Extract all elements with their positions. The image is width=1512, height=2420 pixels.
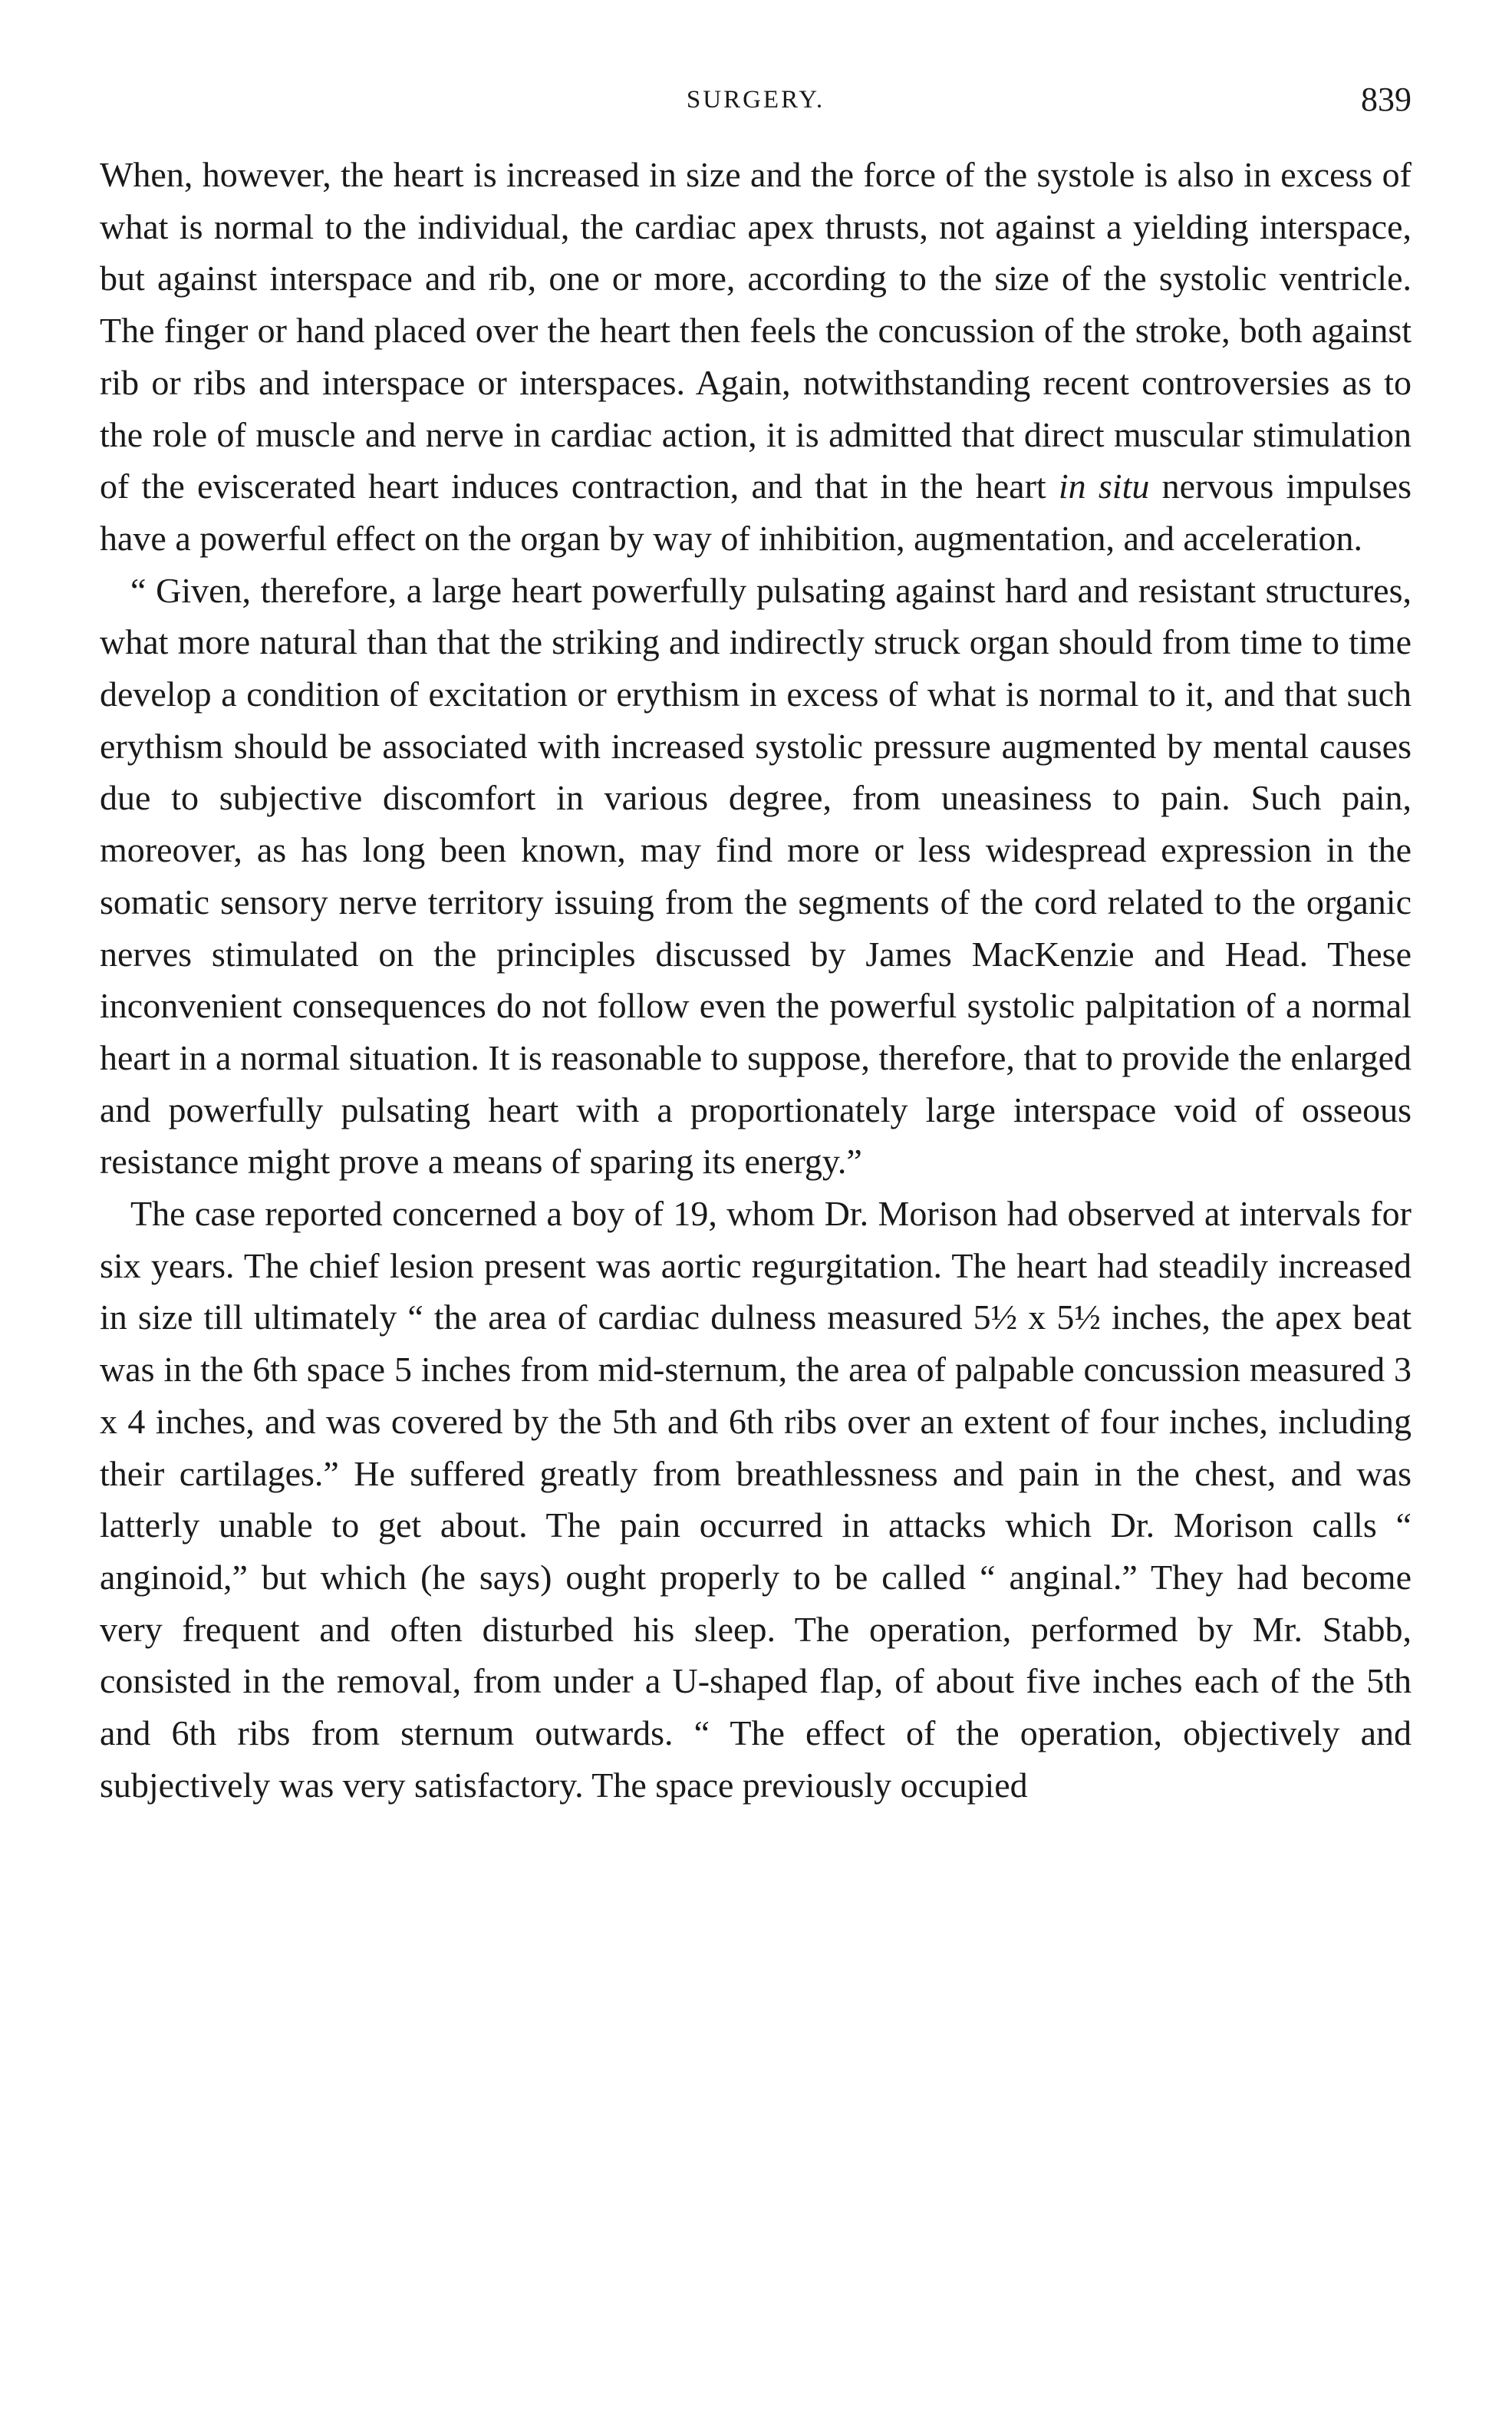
- paragraph-2: “ Given, therefore, a large heart powerfully pulsating against hard and resistant structures, what more natural than that the striking and indirectly struck organ should from time to time develop a condition of excitation or erythism in excess of what is normal to it, and that such erythism should be associated with increased systolic pressure augmented by mental causes due to subjective discomfort in various degree, from uneasiness to pain. Such pain, moreover, as has long been known, may find more or less widespread expression in the somatic sensory nerve territory issuing from the segments of the cord related to the organic nerves stimulated on the principles discussed by James MacKenzie and Head. These inconvenient consequences do not follow even the powerful systolic palpitation of a normal heart in a normal situation. It is reasonable to suppose, therefore, that to provide the enlarged and powerfully pulsating heart with a proportionately large interspace void of osseous resistance might prove a means of sparing its energy.”: [100, 570, 1412, 1182]
- paragraph-1-text-after: nervous impulses have a powerful effect on the organ by way of inhibition, augmentation, and acceleration.: [100, 467, 1412, 558]
- paragraph-1-text: When, however, the heart is increased in size and the force of the systole is also in excess of what is normal to the individual, the cardiac apex thrusts, not against a yielding interspace, but against interspace and rib, one or more, according to the size of the systolic ventricle. The finger or hand placed over the heart then feels the concussion of the stroke, both against rib or ribs and interspace or interspaces. Again, notwithstanding recent controversies as to the role of muscle and nerve in cardiac action, it is admitted that direct muscular stimulation of the eviscerated heart induces contraction, and that in the heart: [100, 155, 1412, 506]
- paragraph-1: [100, 149, 1412, 565]
- paragraph-3: The case reported concerned a boy of 19, whom Dr. Morison had observed at intervals for six years. The chief lesion present was aortic regurgitation. The heart had steadily increased in size till ultimately “ the area of cardiac dulness measured 5½ x 5½ inches, the apex beat was in the 6th space 5 inches from mid-sternum, the area of palpable concussion measured 3 x 4 inches, and was covered by the 5th and 6th ribs over an extent of four inches, including their cartilages.” He suffered greatly from breathlessness and pain in the chest, and was latterly unable to get about. The pain occurred in attacks which Dr. Morison calls “ anginoid,” but which (he says) ought properly to be called “ anginal.” They had become very frequent and often disturbed his sleep. The operation, performed by Mr. Stabb, consisted in the removal, from under a U-shaped flap, of about five inches each of the 5th and 6th ribs from sternum outwards. “ The effect of the operation, objectively and subjectively was very satisfactory. The space previously occupied: [100, 1194, 1412, 1805]
- running-head: [100, 77, 1412, 138]
- paragraph-1-italic: in situ: [1058, 467, 1150, 506]
- page-number: 839: [1361, 81, 1412, 118]
- running-title: SURGERY.: [686, 86, 825, 114]
- body-text: [100, 149, 1412, 1812]
- book-page: [100, 77, 1412, 1812]
